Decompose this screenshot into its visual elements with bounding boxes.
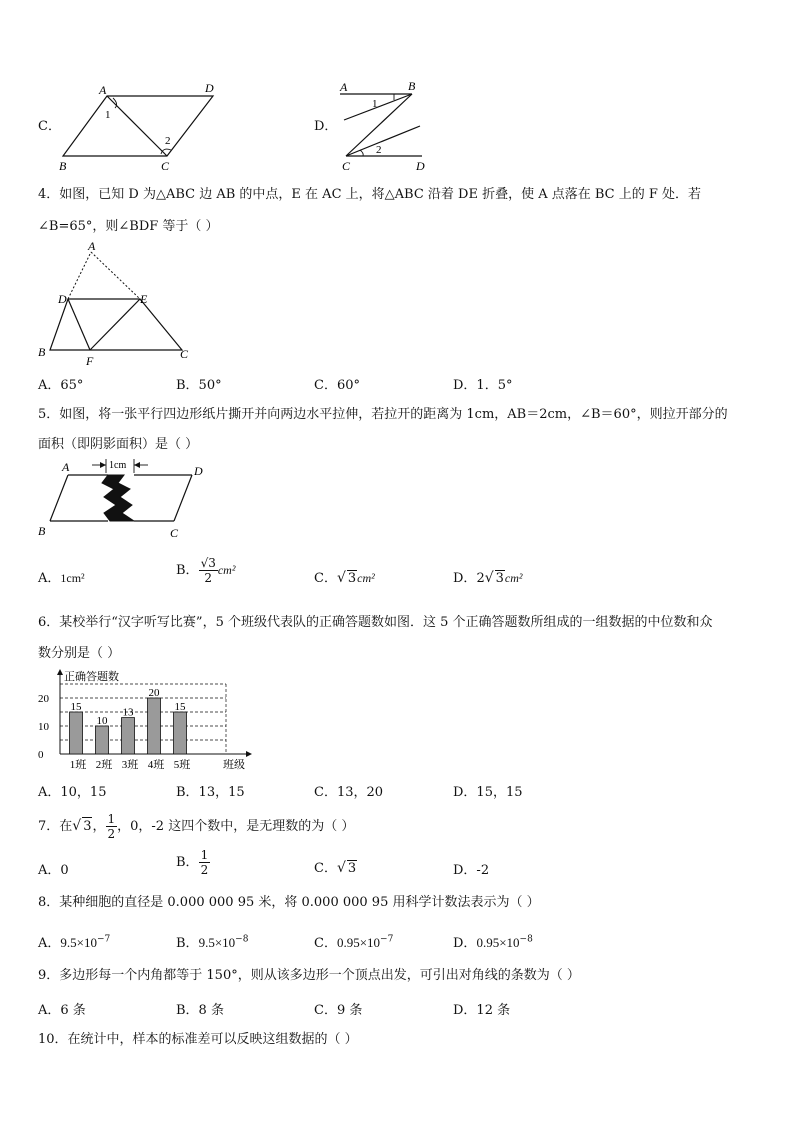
y-axis-label: 正确答题数 xyxy=(64,671,119,683)
label-d: D xyxy=(194,464,203,478)
q4-text-line2: ∠B=65°，则∠BDF 等于（ ） xyxy=(38,219,219,234)
q7-option-c: C．√ 3 xyxy=(314,860,357,876)
label-c: C xyxy=(170,526,179,540)
q5-text-line1: 5．如图，将一张平行四边形纸片撕开并向两边水平拉伸，若拉开的距离为 1cm，AB＝2cm，∠B＝60°，则拉开部分的 xyxy=(38,407,728,422)
label-e: E xyxy=(140,292,148,306)
label-d: D xyxy=(58,292,67,306)
label-d: D xyxy=(416,159,425,173)
category-label: 2班 xyxy=(95,759,113,771)
label-a: A xyxy=(88,240,96,253)
q4-text-line1: 4．如图，已知 D 为△ABC 边 AB 的中点，E 在 AC 上，将△ABC 沿着 DE 折叠，使 A 点落在 BC 上的 F 处．若 xyxy=(38,187,702,202)
q5-option-d: D．2√ 3cm² xyxy=(453,570,523,586)
label-c: C xyxy=(161,159,170,173)
q6-option-b: B．13，15 xyxy=(176,785,245,800)
y-tick-label: 10 xyxy=(38,721,49,733)
q5-option-b: B． $\frac{√3}{2}$ cm² xyxy=(176,556,236,585)
q9-option-c: C．9 条 xyxy=(314,1003,363,1018)
bar-3 xyxy=(122,718,135,754)
q4-option-b: B．50° xyxy=(176,378,222,393)
q6-text-line2: 数分别是（ ） xyxy=(38,646,121,661)
angle-1-label: 1 xyxy=(372,98,378,110)
q7-option-d: D．-2 xyxy=(453,863,490,878)
bar-value-label: 15 xyxy=(70,701,82,713)
q7-option-a: A．0 xyxy=(38,863,69,878)
bar-value-label: 10 xyxy=(96,715,108,727)
y-tick-label: 20 xyxy=(38,693,49,705)
q4-option-a: A．65° xyxy=(38,378,84,393)
q6-option-d: D．15，15 xyxy=(453,785,523,800)
bar-5 xyxy=(174,712,187,754)
angle-2-label: 2 xyxy=(165,135,171,147)
label-d: D xyxy=(205,81,214,95)
label-b: B xyxy=(408,79,416,93)
label-a: A xyxy=(62,460,70,474)
q6-option-a: A．10，15 xyxy=(38,785,107,800)
angle-1-label: 1 xyxy=(105,109,111,121)
q5-text-line2: 面积（即阴影面积）是（ ） xyxy=(38,437,199,452)
q8-option-a: A．$9.5\times 10^{-7}$ xyxy=(38,934,111,951)
q6-text-line1: 6．某校举行“汉字听写比赛”，5 个班级代表队的正确答题数如图．这 5 个正确答题数所组成的一组数据的中位数和众 xyxy=(38,615,713,630)
label-b: B xyxy=(38,345,46,359)
q6-option-c: C．13，20 xyxy=(314,785,384,800)
bar-1 xyxy=(70,712,83,754)
figure-q4 xyxy=(34,240,194,368)
label-c: C xyxy=(342,159,351,173)
label-f: F xyxy=(86,354,94,368)
angle-2-label: 2 xyxy=(376,144,382,156)
figure-q3-option-c xyxy=(55,78,225,173)
bar-4 xyxy=(148,698,161,754)
figure-q5 xyxy=(34,455,224,540)
option-c-label: C． xyxy=(38,119,61,134)
figure-q3-option-d xyxy=(330,78,440,176)
q9-option-a: A．6 条 xyxy=(38,1003,86,1018)
q9-option-d: D．12 条 xyxy=(453,1003,511,1018)
q9-text: 9．多边形每一个内角都等于 150°，则从该多边形一个顶点出发，可引出对角线的条数为（ ） xyxy=(38,968,580,983)
q8-option-c: C．$0.95\times 10^{-7}$ xyxy=(314,934,394,951)
q8-option-d: D．$0.95\times 10^{-8}$ xyxy=(453,934,533,951)
q7-option-b: B． $\frac{1}{2}$ xyxy=(176,848,209,877)
category-label: 4班 xyxy=(147,759,165,771)
bar-value-label: 13 xyxy=(122,706,134,719)
x-axis-label: 班级 xyxy=(223,759,245,771)
bar-chart-correct-answers xyxy=(34,666,264,774)
q10-text: 10．在统计中，样本的标准差可以反映这组数据的（ ） xyxy=(38,1032,358,1047)
q4-option-c: C．60° xyxy=(314,378,360,393)
label-c: C xyxy=(180,347,189,361)
q5-option-a: A．1cm² xyxy=(38,571,85,586)
q4-option-d: D．1．5° xyxy=(453,378,513,393)
distance-label: 1cm xyxy=(109,460,127,471)
option-d-label: D． xyxy=(314,119,338,134)
label-a: A xyxy=(99,83,107,97)
bar-value-label: 15 xyxy=(174,701,186,713)
category-label: 1班 xyxy=(69,759,87,771)
label-b: B xyxy=(38,524,46,538)
category-label: 3班 xyxy=(121,759,139,771)
q8-option-b: B．$9.5\times 10^{-8}$ xyxy=(176,934,249,951)
q9-option-b: B．8 条 xyxy=(176,1003,224,1018)
label-a: A xyxy=(340,80,348,94)
category-label: 5班 xyxy=(173,759,191,771)
bar-value-label: 20 xyxy=(148,687,160,699)
label-b: B xyxy=(59,159,67,173)
y-tick-label: 0 xyxy=(38,749,44,761)
q7-text: 7．在√ 3， $\frac{1}{2}$ ，0，-2 这四个数中，是无理数的为（ ） xyxy=(38,812,355,841)
q5-option-c: C．√ 3cm² xyxy=(314,570,375,586)
bar-2 xyxy=(96,726,109,754)
q8-text: 8．某种细胞的直径是 0.000 000 95 米，将 0.000 000 95 用科学计数法表示为（ ） xyxy=(38,895,540,910)
